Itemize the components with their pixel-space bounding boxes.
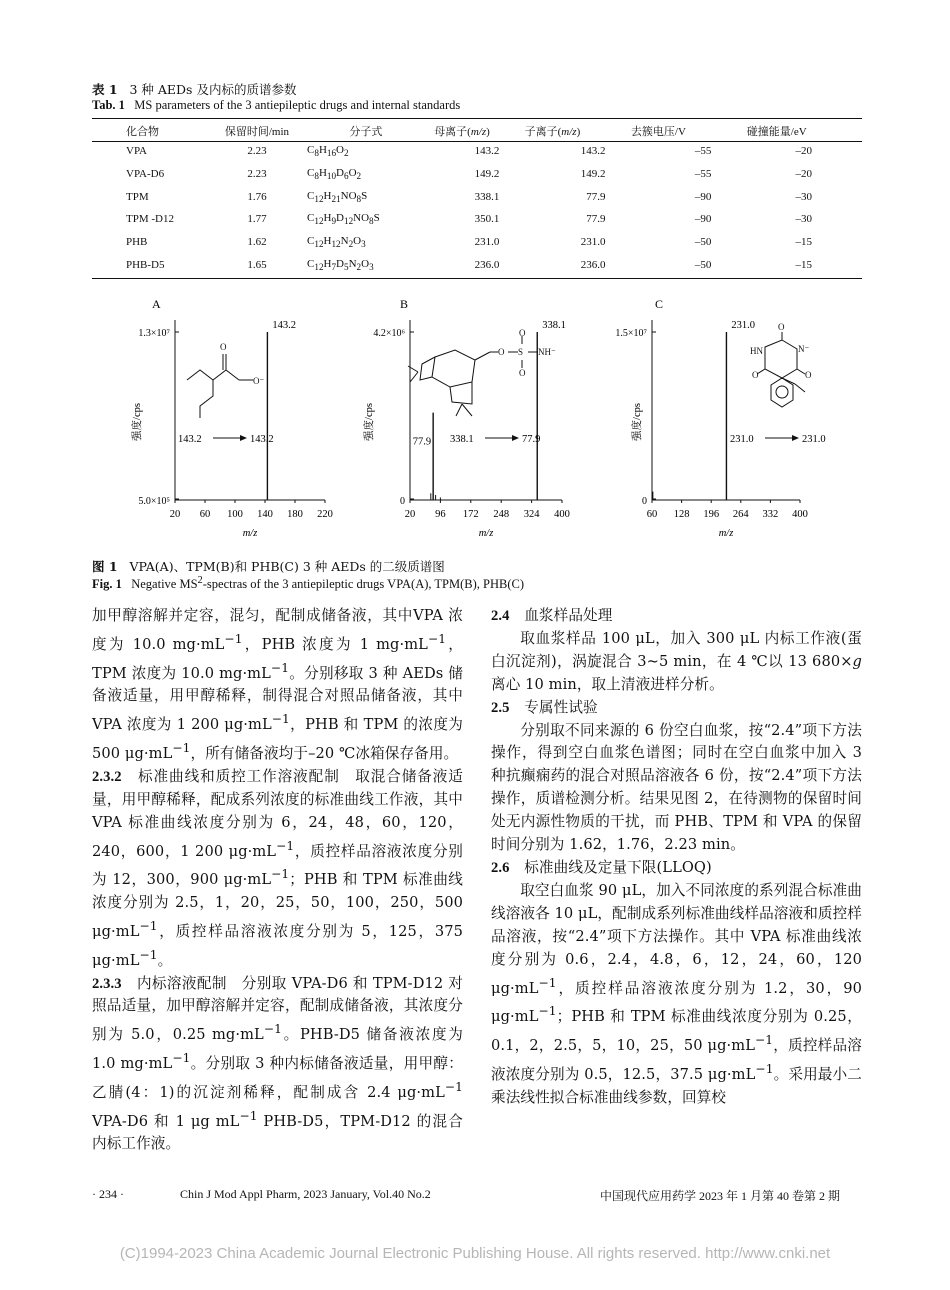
- table-cell: –90: [694, 213, 712, 226]
- figure-label-en: Fig. 1: [92, 577, 122, 592]
- table-row: [92, 140, 862, 163]
- table-cell: $C_{12}H_9D_{12}NO_8S$: [307, 212, 380, 227]
- table-cell: 149.2: [580, 168, 606, 181]
- peak-label: 143.2: [272, 320, 297, 331]
- table-cell: 338.1: [474, 190, 500, 203]
- panel-c-phb: [615, 297, 825, 539]
- panel-b-tpm: [362, 297, 570, 539]
- table-cell: 1.62: [247, 236, 267, 249]
- peak-label: 77.9: [412, 436, 432, 448]
- svg-text:NH⁻: NH⁻: [538, 347, 556, 357]
- table-header-cell: 保留时间/min: [224, 125, 290, 138]
- table-body: [92, 140, 862, 276]
- table-header-row: [92, 121, 862, 140]
- x-tick-label: 332: [762, 509, 779, 520]
- table-cell: –50: [694, 236, 712, 249]
- panel-letter: A: [152, 297, 161, 311]
- x-tick-label: 140: [257, 509, 273, 520]
- table-cell: 1.65: [247, 258, 267, 271]
- svg-text:O: O: [752, 370, 759, 380]
- x-tick-label: 324: [523, 509, 540, 520]
- table-header-cell: 化合物: [126, 125, 159, 138]
- vpa-structure-image: [187, 354, 253, 418]
- table-cell: $C_{12}H_7D_5N_2O_3$: [307, 257, 374, 272]
- svg-text:O: O: [519, 328, 526, 338]
- body-paragraph: 取血浆样品 100 μL，加入 300 μL 内标工作液(蛋白沉淀剂)，涡旋混合 3~5 min，在 4 ℃以 13 680×g 离心 10 min，取上清液进样分析。: [491, 629, 862, 693]
- table-cell: 350.1: [474, 213, 500, 226]
- table-header-cell: 子离子(m/z): [524, 125, 581, 138]
- table-cell: –15: [795, 236, 812, 249]
- x-tick-label: 400: [554, 509, 570, 520]
- table-cell: 149.2: [474, 168, 500, 181]
- figure-title-cn: VPA(A)、TPM(B)和 PHB(C) 3 种 AEDs 的二级质谱图: [129, 559, 445, 574]
- table-top-rule: [92, 118, 862, 119]
- section-heading: 2.6 标准曲线及定量下限(LLOQ): [491, 858, 712, 876]
- table-header-cell: 去簇电压/V: [630, 125, 686, 138]
- x-tick-label: 60: [199, 509, 211, 520]
- y-axis-label: 强度/cps: [364, 403, 375, 441]
- table-cell: –20: [795, 168, 812, 181]
- x-tick-label: 180: [287, 509, 303, 520]
- y-tick-label: 1.5×10⁷: [615, 328, 647, 339]
- table-cell: $C_8H_{16}O_2$: [307, 144, 349, 159]
- table-caption-en: [92, 98, 460, 113]
- table-header-cell: 分子式: [349, 125, 383, 138]
- table-row: [92, 163, 862, 186]
- svg-text:O: O: [220, 342, 227, 352]
- table-cell: $C_8H_{10}D_6O_2$: [307, 166, 362, 182]
- table-caption-cn: [92, 80, 296, 98]
- table-cell: 77.9: [586, 213, 606, 226]
- transition-product: 231.0: [802, 434, 826, 445]
- x-tick-label: 264: [732, 509, 749, 520]
- figure-title-en: Negative $MS^2$-spectras of the 3 antiepileptic drugs VPA(A), TPM(B), PHB(C): [131, 575, 525, 592]
- table-cell: TPM: [126, 190, 149, 203]
- y-tick-label: 0: [642, 496, 647, 507]
- table-cell: –15: [795, 258, 812, 271]
- ms-parameters-table: [92, 121, 862, 276]
- panel-a-vpa: [130, 297, 333, 539]
- svg-text:S: S: [518, 347, 524, 357]
- body-paragraph: 2.3.2 标准曲线和质控工作溶液配制 取混合储备液适量，用甲醇稀释，配成系列浓度的标准曲线工作液，其中 VPA 标准曲线浓度分别为 6，24，48，60，120，240，600，1 200 $\mu g\cdot mL^{-1}$，质控样品溶液浓度分别为 12，300，900 $\mu g\cdot mL^{-1}$；PHB 和 TPM 标准曲线浓度分别为 2.5，1，20，25，50，100，250，500 $\mu g\cdot mL^{-1}$，质控样品溶液浓度分别为 5，125，375 $\mu g\cdot mL^{-1}$。: [92, 767, 464, 969]
- table-row: [92, 231, 862, 254]
- x-tick-label: 60: [646, 509, 658, 520]
- table-cell: $C_{12}H_{21}NO_8S$: [307, 189, 368, 204]
- svg-text:O: O: [519, 368, 526, 378]
- figure-caption-en: [92, 575, 524, 592]
- table-cell: VPA-D6: [126, 168, 165, 181]
- table-title-cn: 3 种 AEDs 及内标的质谱参数: [129, 82, 297, 97]
- table-cell: 77.9: [586, 190, 606, 203]
- transition-precursor: 143.2: [178, 434, 202, 445]
- table-cell: 1.76: [247, 190, 267, 203]
- table-cell: $C_{12}H_{12}N_2O_3$: [307, 235, 366, 250]
- table-cell: –30: [795, 190, 812, 203]
- body-paragraph: 取空白血浆 90 μL，加入不同浓度的系列混合标准曲线溶液各 10 μL，配制成系列标准曲线样品溶液和质控样品溶液，按“2.4”项下方法操作。其中 VPA 标准曲线浓度分别为 0.6，2.4，4.8，6，12，24，60，120 $\mu g\cdot mL^{-1}$，质控样品溶液浓度分别为 1.2，30，90 $\mu g\cdot mL^{-1}$；PHB 和 TPM 标准曲线浓度分别为 0.25，0.1，2，2.5，5，10，25，50 $\mu g\cdot mL^{-1}$，质控样品溶液浓度分别为 0.5，12.5，37.5 $\mu g\cdot mL^{-1}$。采用最小二乘法线性拟合标准曲线参数，回算校: [491, 881, 862, 1106]
- table-cell: 143.2: [474, 145, 500, 158]
- journal-citation-cn: 中国现代应用药学 2023 年 1 月第 40 卷第 2 期: [600, 1189, 841, 1203]
- panel-letter: B: [400, 297, 409, 311]
- table-cell: –55: [694, 168, 712, 181]
- figure-label-cn: 图 1: [92, 559, 118, 574]
- table-cell: 231.0: [580, 236, 606, 249]
- x-axis-label: m/z: [478, 528, 494, 539]
- table-cell: PHB-D5: [126, 258, 165, 271]
- svg-text:O: O: [498, 347, 505, 357]
- table-label-en: Tab. 1: [92, 98, 125, 112]
- x-tick-label: 96: [435, 509, 446, 520]
- y-tick-label: 1.3×10⁷: [138, 328, 170, 339]
- x-tick-label: 20: [169, 509, 181, 520]
- body-column-right: [491, 605, 862, 1109]
- x-tick-label: 172: [462, 509, 479, 520]
- table-cell: –90: [694, 190, 712, 203]
- x-tick-label: 20: [404, 509, 416, 520]
- y-axis-label: 强度/cps: [632, 403, 643, 441]
- table-header-cell: 母离子(m/z): [434, 125, 490, 138]
- figure-caption-cn: [92, 557, 445, 575]
- peak-label: 231.0: [731, 320, 756, 331]
- svg-text:O⁻: O⁻: [253, 376, 265, 386]
- table-cell: 236.0: [474, 258, 500, 271]
- table-label-cn: 表 1: [92, 82, 118, 97]
- x-tick-label: 248: [493, 509, 510, 520]
- table-cell: 2.23: [247, 145, 267, 158]
- transition-precursor: 231.0: [730, 434, 754, 445]
- peak-label: 338.1: [542, 320, 566, 331]
- x-tick-label: 220: [317, 509, 333, 520]
- svg-text:O: O: [805, 370, 812, 380]
- transition-product: 143.2: [250, 434, 274, 445]
- table-bottom-rule: [92, 278, 862, 279]
- table-cell: –55: [694, 145, 712, 158]
- y-axis-label: 强度/cps: [132, 403, 143, 441]
- svg-text:N⁻: N⁻: [798, 344, 810, 354]
- transition-product: 77.9: [522, 434, 541, 445]
- table-cell: VPA: [126, 145, 147, 158]
- table-cell: –20: [795, 145, 812, 158]
- table-cell: TPM -D12: [126, 213, 174, 226]
- section-heading: 2.5 专属性试验: [491, 698, 598, 716]
- panel-letter: C: [655, 297, 664, 311]
- table-row: [92, 208, 862, 231]
- phb-structure-atoms: [750, 322, 812, 380]
- y-tick-label: 5.0×10⁵: [138, 496, 170, 507]
- table-cell: 236.0: [580, 258, 606, 271]
- transition-arrow-head: [792, 435, 799, 441]
- table-cell: 143.2: [580, 145, 606, 158]
- x-tick-label: 128: [673, 509, 690, 520]
- body-paragraph: 加甲醇溶解并定容，混匀，配制成储备液，其中VPA 浓度为 10.0 $mg\cdot mL^{-1}$，PHB 浓度为 1 $mg\cdot mL^{-1}$，TPM 浓度为 10.0 $mg\cdot mL^{-1}$。分别移取 3 种 AEDs 储备液适量，用甲醇稀释，制得混合对照品储备液，其中 VPA 浓度为 1 200 $\mu g\cdot mL^{-1}$，PHB 和 TPM 的浓度为 500 $\mu g\cdot mL^{-1}$，所有储备液均于–20 ℃冰箱保存备用。: [92, 607, 463, 762]
- copyright-watermark: (C)1994-2023 China Academic Journal Electronic Publishing House. All rights reserved. http://www.cnki.net: [119, 1245, 831, 1262]
- x-axis-label: m/z: [242, 528, 258, 539]
- tpm-structure-atoms: [498, 328, 556, 378]
- body-paragraph: 分别取不同来源的 6 份空白血浆，按“2.4”项下方法操作，得到空白血浆色谱图；同时在空白血浆中加入 3 种抗癫痫药的混合对照品溶液各 6 份，按“2.4”项下方法操作，质谱检测分析。结果见图 2，在待测物的保留时间处无内源性物质的干扰，而 PHB、TPM 和 VPA 的保留时间分别为 1.62，1.76，2.23 min。: [491, 721, 862, 854]
- y-tick-label: 0: [400, 496, 405, 507]
- svg-text:HN: HN: [750, 346, 763, 356]
- x-tick-label: 100: [227, 509, 243, 520]
- transition-arrow-head: [240, 435, 247, 441]
- journal-citation-en: Chin J Mod Appl Pharm, 2023 January, Vol.40 No.2: [180, 1187, 431, 1201]
- table-cell: –30: [795, 213, 812, 226]
- transition-precursor: 338.1: [450, 434, 474, 445]
- table-cell: 231.0: [474, 236, 500, 249]
- table-cell: –50: [694, 258, 712, 271]
- table-cell: 2.23: [247, 168, 267, 181]
- x-axis-label: m/z: [718, 528, 734, 539]
- section-heading: 2.4 血浆样品处理: [491, 607, 613, 624]
- transition-arrow-head: [512, 435, 519, 441]
- x-tick-label: 400: [792, 509, 808, 520]
- body-column-left: [92, 605, 463, 1156]
- page-number: · 234 ·: [92, 1187, 124, 1201]
- svg-text:O: O: [778, 322, 785, 332]
- ms2-spectra-figure: [100, 292, 860, 544]
- table-title-en: MS parameters of the 3 antiepileptic drugs and internal standards: [134, 98, 461, 112]
- table-header-cell: 碰撞能量/eV: [746, 125, 807, 138]
- x-tick-label: 196: [703, 509, 720, 520]
- table-cell: 1.77: [247, 213, 267, 226]
- table-row: [92, 185, 862, 208]
- vpa-structure-atoms: [220, 342, 264, 386]
- y-tick-label: 4.2×10⁶: [373, 328, 405, 339]
- table-cell: PHB: [126, 236, 148, 249]
- table-row: [92, 253, 862, 276]
- body-paragraph: 2.3.3 内标溶液配制 分别取 VPA-D6 和 TPM-D12 对照品适量，加甲醇溶解并定容，配制成储备液，其浓度分别为 5.0，0.25 $mg\cdot mL^{-1}$。PHB-D5 储备液浓度为 1.0 $mg\cdot mL^{-1}$。分别取 3 种内标储备液适量，用甲醇：乙腈(4：1)的沉淀剂稀释，配制成含 2.4 $\mu g\cdot mL^{-1}$ VPA-D6 和 1 μg $mL^{-1}$ PHB-D5，TPM-D12 的混合内标工作液。: [92, 974, 463, 1153]
